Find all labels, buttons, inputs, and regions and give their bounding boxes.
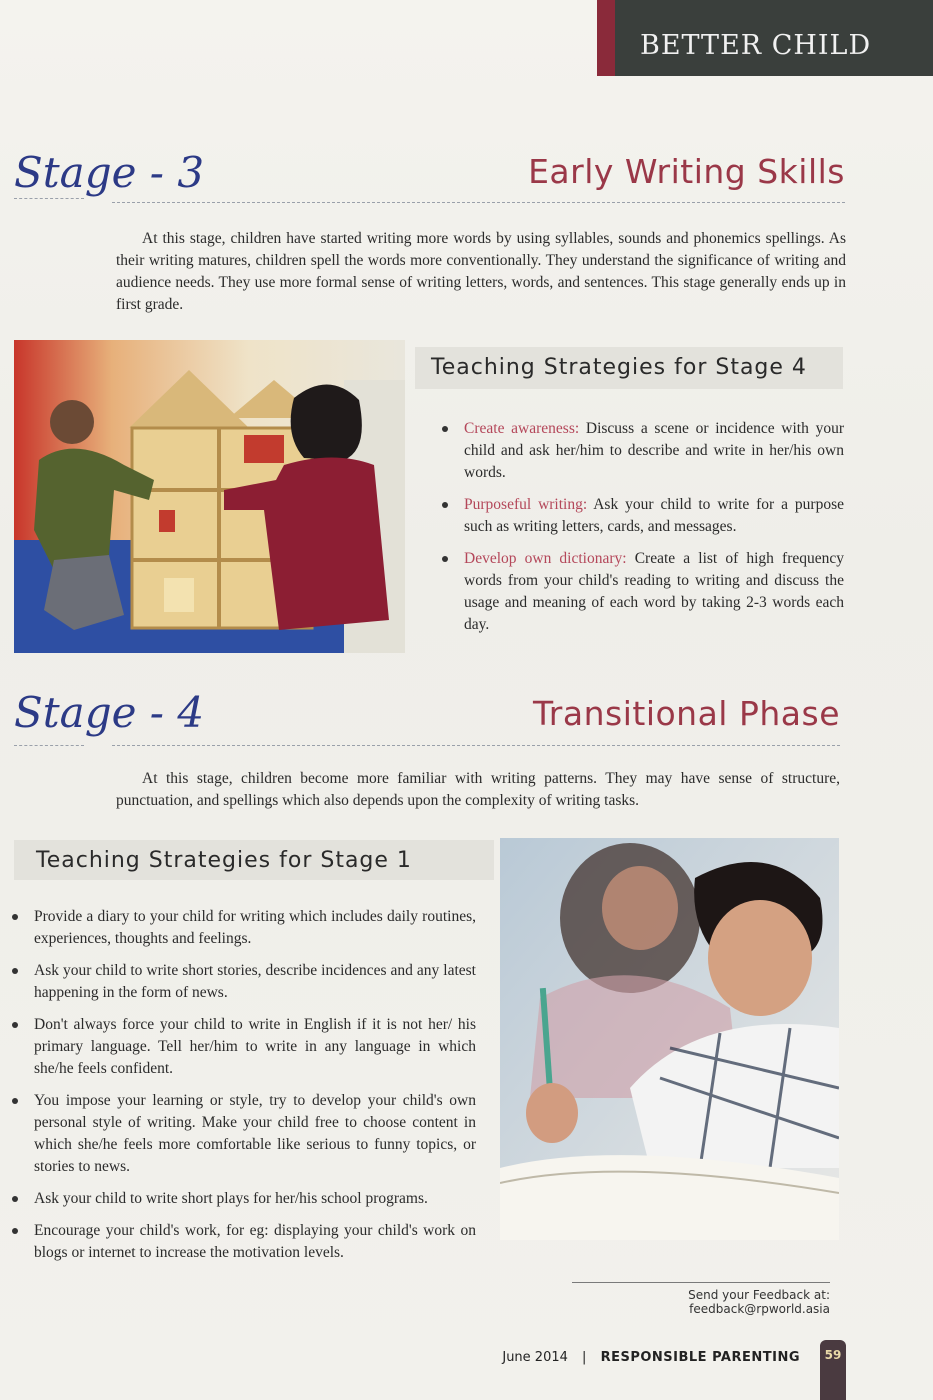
strategy-text: Ask your child to write short stories, describe incidences and any latest happening in the form of news. xyxy=(34,962,476,1001)
strategy-text: Create a list of high frequency words from your child's reading to writing and discuss the usage and meaning of each word by taking 2-3 words each day. xyxy=(464,550,844,633)
bullet-icon xyxy=(12,1098,18,1104)
footer-separator: | xyxy=(582,1350,587,1365)
bullet-icon xyxy=(12,1022,18,1028)
stage4-label: Stage - 4 xyxy=(14,688,205,737)
page-footer xyxy=(500,1350,800,1365)
strategy-text: Ask your child to write short plays for her/his school programs. xyxy=(34,1190,428,1207)
list-item xyxy=(10,1090,476,1178)
stage4-strategies-list xyxy=(10,906,476,1274)
section-label: BETTER CHILD xyxy=(640,30,872,61)
stage3-paragraph: At this stage, children have started writing more words by using syllables, sounds and phonemics spellings. As their writing matures, children spell the words more conventionally. They understand the significance of writing and audience needs. They use more formal sense of writing letters, words, and sentences. This stage generally ends up in first grade. xyxy=(116,230,846,313)
stage3-divider-left xyxy=(14,198,84,199)
strategy-text: Provide a diary to your child for writing which includes daily routines, experiences, thoughts and feelings. xyxy=(34,908,476,947)
page-number: 59 xyxy=(824,1348,842,1362)
stage4-divider-left xyxy=(14,745,84,746)
stage3-strategies-heading: Teaching Strategies for Stage 4 xyxy=(415,347,843,389)
bullet-icon xyxy=(442,426,448,432)
stage4-strategies-heading: Teaching Strategies for Stage 1 xyxy=(14,840,494,880)
strategy-text: You impose your learning or style, try to develop your child's own personal style of writing. Make your child free to choose content in which she/he feels more comfortable like serious to funny topics, or stories to news. xyxy=(34,1092,476,1175)
stage4-divider xyxy=(112,745,840,746)
strategy-keyword: Purposeful writing: xyxy=(464,496,588,513)
strategy-keyword: Create awareness: xyxy=(464,420,580,437)
bullet-icon xyxy=(12,914,18,920)
stage3-strategies-list xyxy=(440,418,844,646)
magazine-name: RESPONSIBLE PARENTING xyxy=(600,1350,800,1365)
header-banner-accent xyxy=(597,0,615,76)
list-item xyxy=(10,960,476,1004)
list-item xyxy=(10,1220,476,1264)
list-item xyxy=(440,494,844,538)
stage3-label: Stage - 3 xyxy=(14,148,205,197)
feedback-note: Send your Feedback at: feedback@rpworld.asia xyxy=(572,1282,830,1316)
bullet-icon xyxy=(442,502,448,508)
list-item xyxy=(10,1188,476,1210)
strategy-keyword: Develop own dictionary: xyxy=(464,550,627,567)
stage3-title: Early Writing Skills xyxy=(528,152,845,191)
child-writing-photo xyxy=(500,838,839,1240)
issue-date: June 2014 xyxy=(502,1350,568,1365)
bullet-icon xyxy=(442,556,448,562)
bullet-icon xyxy=(12,1196,18,1202)
stage4-title: Transitional Phase xyxy=(533,694,840,733)
stage3-divider xyxy=(112,202,845,203)
list-item xyxy=(10,906,476,950)
strategy-text: Don't always force your child to write in English if it is not her/ his primary language. Tell her/him to write in any language in which she/he feels confident. xyxy=(34,1016,476,1077)
list-item xyxy=(440,548,844,636)
stage4-paragraph: At this stage, children become more familiar with writing patterns. They may have sense of structure, punctuation, and spellings which also depends upon the complexity of writing tasks. xyxy=(116,770,840,809)
strategy-text: Discuss a scene or incidence with your child and ask her/him to describe and write in her/his own words. xyxy=(464,420,844,481)
list-item xyxy=(10,1014,476,1080)
list-item xyxy=(440,418,844,484)
bullet-icon xyxy=(12,1228,18,1234)
strategy-text: Ask your child to write for a purpose such as writing letters, cards, and messages. xyxy=(464,496,844,535)
children-dollhouse-photo xyxy=(14,340,405,653)
strategy-text: Encourage your child's work, for eg: displaying your child's work on blogs or internet to increase the motivation levels. xyxy=(34,1222,476,1261)
bullet-icon xyxy=(12,968,18,974)
